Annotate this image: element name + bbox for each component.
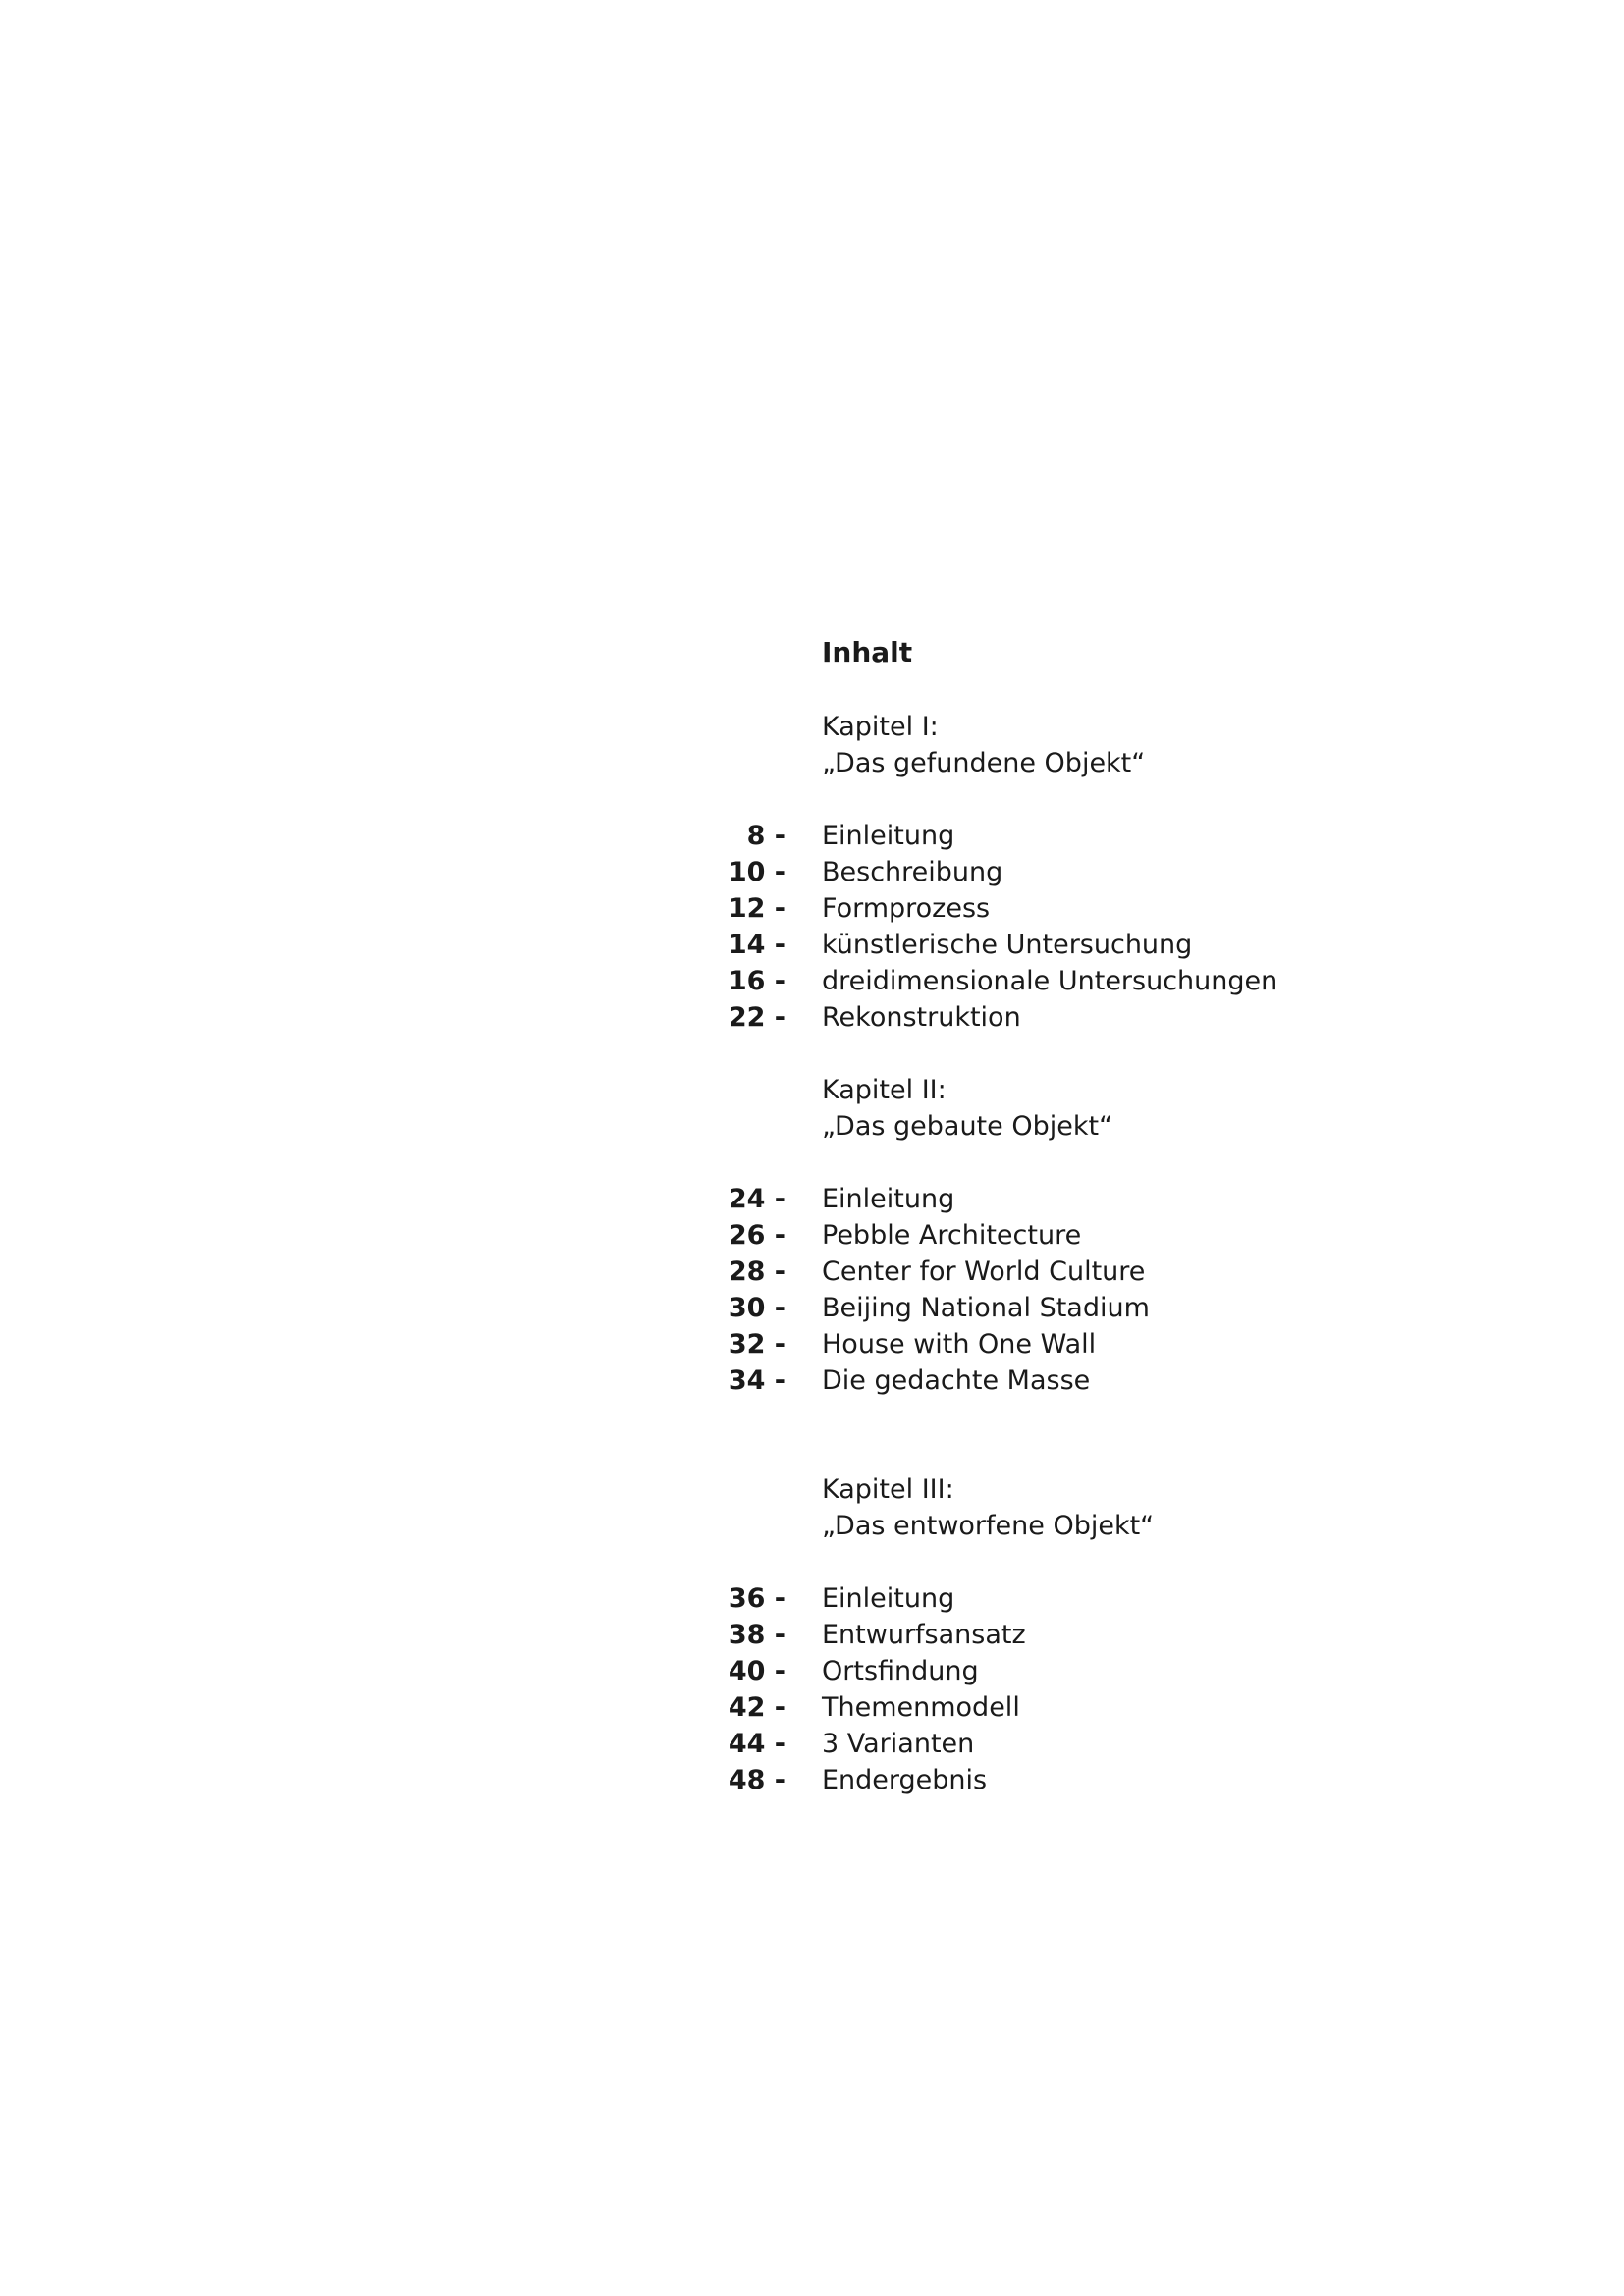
toc-heading: Inhalt	[822, 636, 913, 668]
toc-entry-text: Pebble Architecture	[822, 1220, 1082, 1251]
chapter-2-title: „Das gebaute Objekt“	[822, 1111, 1113, 1142]
toc-entry-page: 28 -	[728, 1256, 785, 1287]
toc-entry-page: 30 -	[728, 1293, 785, 1323]
toc-entry-text: 3 Varianten	[822, 1729, 975, 1759]
toc-entry-page: 38 -	[728, 1620, 785, 1650]
toc-entry-page: 32 -	[728, 1329, 785, 1360]
chapter-1-label: Kapitel I:	[822, 712, 939, 742]
toc-entry-page: 36 -	[728, 1583, 785, 1614]
toc-entry-text: künstlerische Untersuchung	[822, 930, 1193, 960]
toc-entry-page: 44 -	[728, 1729, 785, 1759]
toc-entry-text: Formprozess	[822, 893, 991, 924]
toc-entry-text: Themenmodell	[822, 1692, 1020, 1723]
toc-entry-text: Einleitung	[822, 821, 955, 851]
toc-entry-text: Einleitung	[822, 1184, 955, 1214]
chapter-1-title: „Das gefundene Objekt“	[822, 748, 1146, 778]
chapter-3-label: Kapitel III:	[822, 1474, 954, 1505]
toc-entry-page: 22 -	[728, 1002, 785, 1033]
toc-entry-text: Ortsfindung	[822, 1656, 979, 1686]
toc-entry-text: House with One Wall	[822, 1329, 1097, 1360]
toc-entry-page: 12 -	[728, 893, 785, 924]
toc-entry-text: Center for World Culture	[822, 1256, 1146, 1287]
toc-entry-page: 48 -	[728, 1765, 785, 1795]
toc-entry-text: Endergebnis	[822, 1765, 988, 1795]
toc-entry-page: 42 -	[728, 1692, 785, 1723]
toc-entry-page: 40 -	[728, 1656, 785, 1686]
toc-entry-text: Entwurfsansatz	[822, 1620, 1026, 1650]
toc-entry-page: 34 -	[728, 1365, 785, 1396]
toc-entry-text: Einleitung	[822, 1583, 955, 1614]
toc-entry-page: 10 -	[728, 857, 785, 887]
toc-entry-text: Die gedachte Masse	[822, 1365, 1091, 1396]
toc-entry-text: Rekonstruktion	[822, 1002, 1021, 1033]
toc-entry-page: 14 -	[728, 930, 785, 960]
toc-entry-text: Beijing National Stadium	[822, 1293, 1150, 1323]
toc-entry-text: Beschreibung	[822, 857, 1003, 887]
toc-entry-page: 8 -	[746, 821, 785, 851]
toc-entry-page: 16 -	[728, 966, 785, 996]
toc-entry-page: 24 -	[728, 1184, 785, 1214]
chapter-2-label: Kapitel II:	[822, 1075, 947, 1105]
toc-entry-page: 26 -	[728, 1220, 785, 1251]
toc-entry-text: dreidimensionale Untersuchungen	[822, 966, 1278, 996]
chapter-3-title: „Das entworfene Objekt“	[822, 1511, 1155, 1541]
